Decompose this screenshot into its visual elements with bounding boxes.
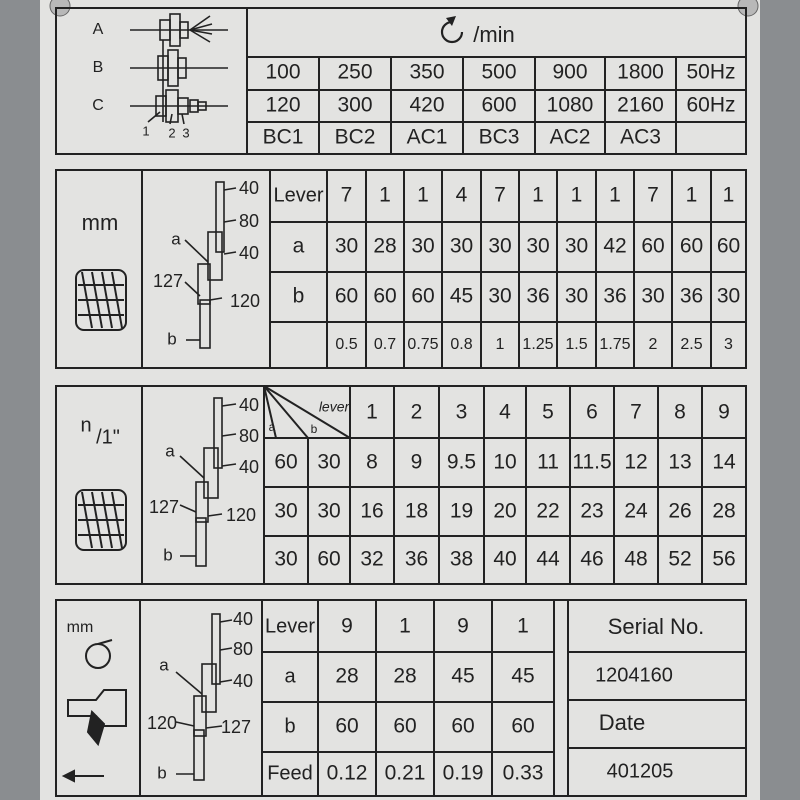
inch-header-cell: 2 <box>410 400 423 424</box>
inch-cell: 18 <box>404 499 429 523</box>
metric-header-cell: 1 <box>609 183 621 207</box>
serial-label: Serial No. <box>607 613 705 639</box>
gear-tooth-count: 40 <box>238 456 260 477</box>
inch-cell: 9 <box>410 450 423 474</box>
speed-cell: BC1 <box>262 125 304 149</box>
feed-cell: b <box>284 715 296 738</box>
metric-cell: 1.5 <box>565 336 588 354</box>
metric-cell: 60 <box>641 234 665 258</box>
lever-label: 1 <box>142 123 150 139</box>
inch-cell: 11.5 <box>572 450 612 474</box>
metric-cell: 60 <box>411 284 435 308</box>
metric-cell: 1.75 <box>599 336 631 354</box>
metric-cell: 2 <box>648 336 658 354</box>
metric-cell: 30 <box>564 234 589 258</box>
feed-cell: 9 <box>341 614 353 638</box>
gear-tooth-count: 80 <box>238 210 260 231</box>
metric-header-cell: Lever <box>273 184 324 207</box>
metric-cell: 30 <box>411 234 435 258</box>
gear-tooth-count: 127 <box>220 716 252 737</box>
metric-cell: 28 <box>373 234 397 258</box>
inch-cell: 11 <box>537 450 559 474</box>
gear-label-a: A <box>92 21 104 39</box>
inch-cell: 19 <box>449 499 474 523</box>
feed-cell: 0.33 <box>502 761 544 785</box>
metric-cell: 30 <box>526 234 550 258</box>
gear-label-a: a <box>159 655 169 675</box>
speed-cell: 1080 <box>546 93 594 117</box>
metric-cell: 30 <box>488 284 512 308</box>
inch-cell: 30 <box>317 499 341 523</box>
inch-cell: 32 <box>360 547 384 571</box>
inch-cell: 10 <box>493 450 517 474</box>
metric-cell: 0.7 <box>373 336 397 354</box>
metric-cell: 0.75 <box>407 336 439 354</box>
inch-cell: 38 <box>449 547 474 571</box>
metric-cell: 0.8 <box>450 336 473 354</box>
metric-cell: 1.25 <box>522 336 554 354</box>
speed-cell: 100 <box>265 60 301 84</box>
inch-cell: 44 <box>536 547 560 571</box>
metric-unit: mm <box>81 209 119 235</box>
feed-cell: 60 <box>335 714 359 738</box>
gear-tooth-count: 40 <box>238 394 260 415</box>
metric-cell: 60 <box>334 284 359 308</box>
feed-cell: 0.19 <box>442 761 484 785</box>
feed-cell: 45 <box>451 664 475 688</box>
corner-label-b: b <box>310 422 318 437</box>
gear-tooth-count: 120 <box>229 290 261 311</box>
inch-cell: 23 <box>580 499 604 523</box>
inch-cell: 26 <box>668 499 692 523</box>
gear-label-a: a <box>171 229 181 249</box>
speed-unit: /min <box>473 21 515 47</box>
inch-header-cell: 9 <box>718 400 730 424</box>
gear-tooth-count: 127 <box>152 270 184 291</box>
metric-cell: 30 <box>641 284 665 308</box>
metric-cell: 60 <box>373 284 397 308</box>
serial-stamp: 1204160 <box>595 664 673 687</box>
speed-cell: 900 <box>552 60 588 84</box>
metric-cell: 30 <box>449 234 474 258</box>
metric-cell: a <box>292 234 305 258</box>
inch-cell: 9.5 <box>446 450 477 474</box>
feed-cell: Feed <box>267 762 313 785</box>
metric-header-cell: 1 <box>570 183 583 207</box>
inch-header-cell: 5 <box>542 400 554 424</box>
inch-unit-n: n <box>80 414 92 437</box>
inch-cell: 30 <box>274 499 298 523</box>
date-stamp: 401205 <box>606 760 674 783</box>
metric-cell: 30 <box>334 234 359 258</box>
metric-header-cell: 7 <box>340 183 353 207</box>
metric-cell: 42 <box>603 234 627 258</box>
gear-label-b: b <box>167 329 177 349</box>
feed-cell: 0.21 <box>384 761 426 785</box>
inch-cell: 20 <box>493 499 517 523</box>
inch-cell: 60 <box>317 547 341 571</box>
metric-cell: 30 <box>488 234 512 258</box>
inch-cell: 28 <box>712 499 736 523</box>
lever-label: 3 <box>182 125 190 141</box>
inch-cell: 24 <box>624 499 648 523</box>
metric-header-cell: 1 <box>379 183 391 207</box>
metric-cell: 30 <box>564 284 589 308</box>
gear-label-a: a <box>165 441 175 461</box>
gear-tooth-count: 127 <box>148 496 180 517</box>
inch-cell: 14 <box>712 450 736 474</box>
metric-header-cell: 7 <box>494 183 506 207</box>
date-label: Date <box>598 709 646 735</box>
inch-header-cell: 3 <box>455 400 468 424</box>
metric-cell: 60 <box>716 234 741 258</box>
speed-cell: 120 <box>265 93 301 117</box>
speed-cell: 500 <box>481 60 517 84</box>
inch-header-cell: 8 <box>674 400 686 424</box>
metric-header-cell: 1 <box>417 183 429 207</box>
feed-cell: 9 <box>457 614 469 638</box>
metric-cell: 36 <box>679 284 704 308</box>
feed-unit: mm <box>66 619 94 637</box>
inch-header-cell: 4 <box>499 400 511 424</box>
gear-tooth-count: 120 <box>146 712 178 733</box>
speed-cell: 600 <box>481 93 517 117</box>
feed-cell: 1 <box>399 614 411 638</box>
gear-tooth-count: 120 <box>225 504 257 525</box>
inch-header-cell: 7 <box>630 400 642 424</box>
inch-cell: 40 <box>493 547 517 571</box>
inch-cell: 12 <box>624 450 648 474</box>
metric-cell: 3 <box>724 336 733 354</box>
speed-cell: 60Hz <box>686 93 736 117</box>
inch-cell: 16 <box>360 499 384 523</box>
metric-header-cell: 1 <box>532 183 544 207</box>
speed-cell: AC1 <box>406 125 448 149</box>
speed-cell: BC2 <box>334 125 376 149</box>
gear-tooth-count: 40 <box>238 177 260 198</box>
speed-cell: 250 <box>337 60 373 84</box>
feed-cell: Lever <box>264 615 316 638</box>
gear-label-b: b <box>163 545 173 565</box>
feed-cell: 45 <box>511 664 535 688</box>
inch-header-cell: 6 <box>586 400 598 424</box>
inch-cell: 46 <box>580 547 604 571</box>
metric-cell: 60 <box>679 234 704 258</box>
gear-tooth-count: 80 <box>232 638 254 659</box>
gear-tooth-count: 40 <box>238 242 260 263</box>
feed-cell: 60 <box>511 714 535 738</box>
inch-cell: 8 <box>366 450 378 474</box>
corner-label-lever: lever <box>318 398 350 415</box>
speed-cell: AC2 <box>549 125 591 149</box>
metric-cell: 30 <box>716 284 741 308</box>
metric-cell: 0.5 <box>335 336 358 354</box>
lever-label: 2 <box>168 125 176 141</box>
feed-cell: 60 <box>451 714 475 738</box>
inch-unit: /1" <box>96 426 120 449</box>
feed-cell: 0.12 <box>326 761 368 785</box>
metric-header-cell: 4 <box>455 183 468 207</box>
metric-header-cell: 1 <box>722 183 735 207</box>
metric-cell: 2.5 <box>680 336 703 354</box>
metric-cell: 36 <box>603 284 627 308</box>
speed-cell: 2160 <box>617 93 664 117</box>
feed-cell: a <box>284 665 296 688</box>
speed-cell: 420 <box>409 93 445 117</box>
speed-cell: 1800 <box>617 60 664 84</box>
speed-cell: AC3 <box>620 125 661 149</box>
gear-label-b: B <box>92 59 104 77</box>
inch-cell: 22 <box>536 499 560 523</box>
inch-cell: 36 <box>404 547 429 571</box>
feed-cell: 60 <box>393 714 417 738</box>
feed-cell: 28 <box>393 664 417 688</box>
feed-cell: 28 <box>335 664 359 688</box>
metric-header-cell: 1 <box>685 183 698 207</box>
inch-cell: 30 <box>317 450 341 474</box>
metric-cell: 1 <box>495 336 505 354</box>
speed-cell: 300 <box>337 93 373 117</box>
speed-cell: 50Hz <box>686 60 736 84</box>
inch-cell: 30 <box>274 547 298 571</box>
gear-label-c: C <box>92 97 104 115</box>
metric-cell: 45 <box>449 284 474 308</box>
gear-label-b: b <box>157 763 167 783</box>
gear-tooth-count: 40 <box>232 608 254 629</box>
speed-cell: BC3 <box>478 125 520 149</box>
corner-label-a: a <box>268 420 276 435</box>
inch-cell: 48 <box>624 547 648 571</box>
gear-tooth-count: 40 <box>232 670 254 691</box>
metric-cell: b <box>292 284 305 308</box>
inch-cell: 56 <box>712 547 736 571</box>
speed-cell: 350 <box>409 60 445 84</box>
metric-cell: 36 <box>526 284 550 308</box>
feed-cell: 1 <box>517 614 529 638</box>
metric-header-cell: 7 <box>647 183 659 207</box>
inch-cell: 52 <box>668 547 692 571</box>
inch-cell: 60 <box>274 450 298 474</box>
gear-tooth-count: 80 <box>238 425 260 446</box>
inch-header-cell: 1 <box>366 400 378 424</box>
inch-cell: 13 <box>668 450 692 474</box>
